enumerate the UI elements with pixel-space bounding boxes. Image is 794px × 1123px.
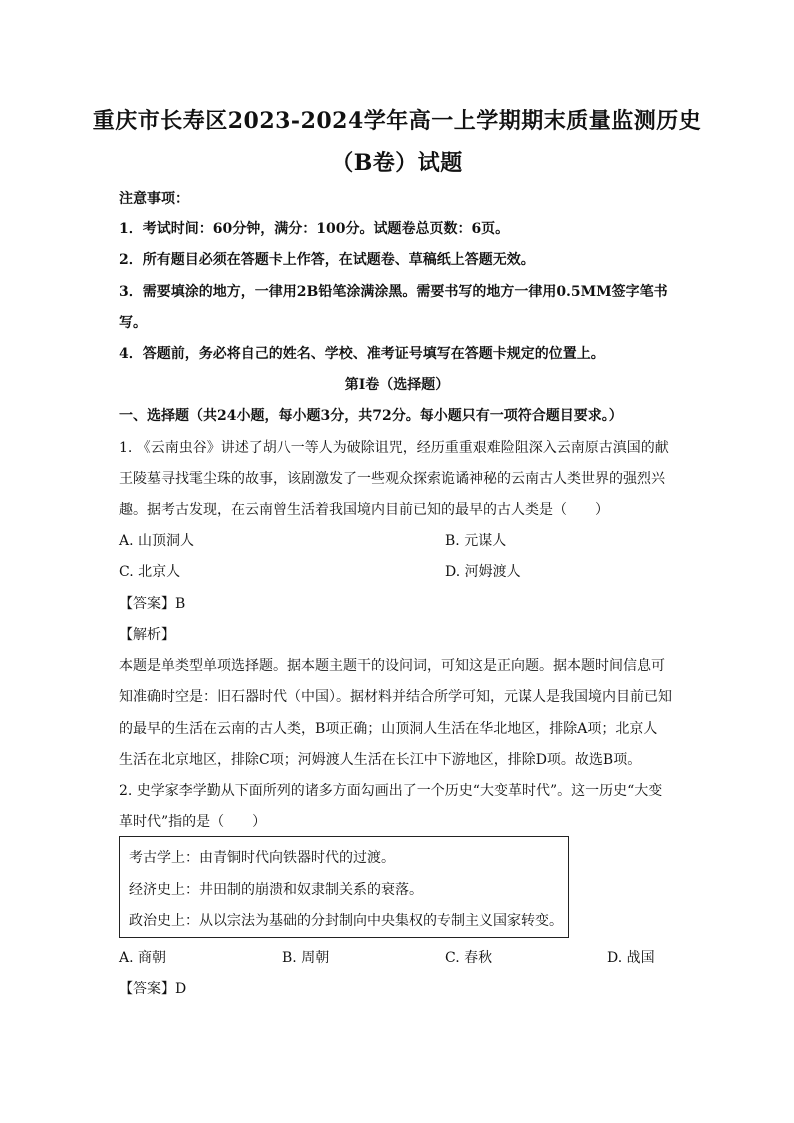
q1-stem-line-2: 王陵墓寻找雮尘珠的故事，该剧激发了一些观众探索诡谲神秘的云南古人类世界的强烈兴	[119, 471, 665, 487]
q1-option-b: B. 元谋人	[445, 533, 507, 549]
q1-analysis-line-2: 知准确时空是：旧石器时代（中国）。据材料并结合所学可知，元谋人是我国境内目前已知	[119, 689, 672, 705]
page-title-line-2: （B卷）试题	[331, 150, 463, 176]
q1-option-a: A. 山顶洞人	[119, 533, 195, 549]
q2-option-b: B. 周朝	[282, 950, 330, 966]
q2-material-line-3: 政治史上：从以宗法为基础的分封制向中央集权的专制主义国家转变。	[129, 913, 563, 929]
notice-item-3: 3．需要填涂的地方，一律用2B铅笔涂满涂黑。需要书写的地方一律用0.5MM签字笔书	[119, 284, 668, 300]
q1-stem-line-1: 1. 《云南虫谷》讲述了胡八一等人为破除诅咒，经历重重艰难险阻深入云南原古滇国的献	[119, 440, 669, 456]
q1-option-c: C. 北京人	[119, 564, 181, 580]
q2-stem-line-2: 革时代”指的是（ ）	[119, 814, 267, 830]
q2-material-line-2: 经济史上：井田制的崩溃和奴隶制关系的衰落。	[129, 882, 423, 898]
q2-material-box	[119, 836, 569, 938]
page-title-line-1: 重庆市长寿区2023-2024学年高一上学期期末质量监测历史	[92, 108, 702, 134]
notice-item-1: 1．考试时间：60分钟，满分：100分。试题卷总页数：6页。	[119, 221, 510, 237]
q2-option-d: D. 战国	[607, 950, 655, 966]
q1-option-d: D. 河姆渡人	[445, 564, 521, 580]
q2-option-c: C. 春秋	[445, 950, 493, 966]
section-instruction: 一、选择题（共24小题，每小题3分，共72分。每小题只有一项符合题目要求。）	[119, 408, 623, 424]
q1-stem-line-3: 趣。据考古发现，在云南曾生活着我国境内目前已知的最早的古人类是（ ）	[119, 502, 609, 518]
q2-answer: 【答案】D	[119, 981, 187, 997]
notice-heading: 注意事项：	[119, 191, 189, 207]
q1-analysis-line-3: 的最早的生活在云南的古人类，B项正确；山顶洞人生活在华北地区，排除A项；北京人	[119, 721, 658, 737]
q1-analysis-label: 【解析】	[119, 627, 175, 643]
q2-material-line-1: 考古学上：由青铜时代向铁器时代的过渡。	[129, 850, 395, 866]
q2-option-a: A. 商朝	[119, 950, 167, 966]
q1-analysis-line-1: 本题是单类型单项选择题。据本题主题干的设问词，可知这是正向题。据本题时间信息可	[119, 658, 665, 674]
notice-item-2: 2．所有题目必须在答题卡上作答，在试题卷、草稿纸上答题无效。	[119, 252, 535, 268]
notice-item-3-cont: 写。	[119, 315, 147, 331]
q1-answer: 【答案】B	[119, 596, 186, 612]
q2-stem-line-1: 2. 史学家李学勤从下面所列的诸多方面勾画出了一个历史“大变革时代”。这一历史“大变	[119, 783, 663, 799]
q1-analysis-line-4: 生活在北京地区，排除C项；河姆渡人生活在长江中下游地区，排除D项。故选B项。	[119, 752, 642, 768]
notice-item-4: 4．答题前，务必将自己的姓名、学校、准考证号填写在答题卡规定的位置上。	[119, 346, 605, 362]
section-title: 第I卷（选择题）	[344, 377, 450, 393]
